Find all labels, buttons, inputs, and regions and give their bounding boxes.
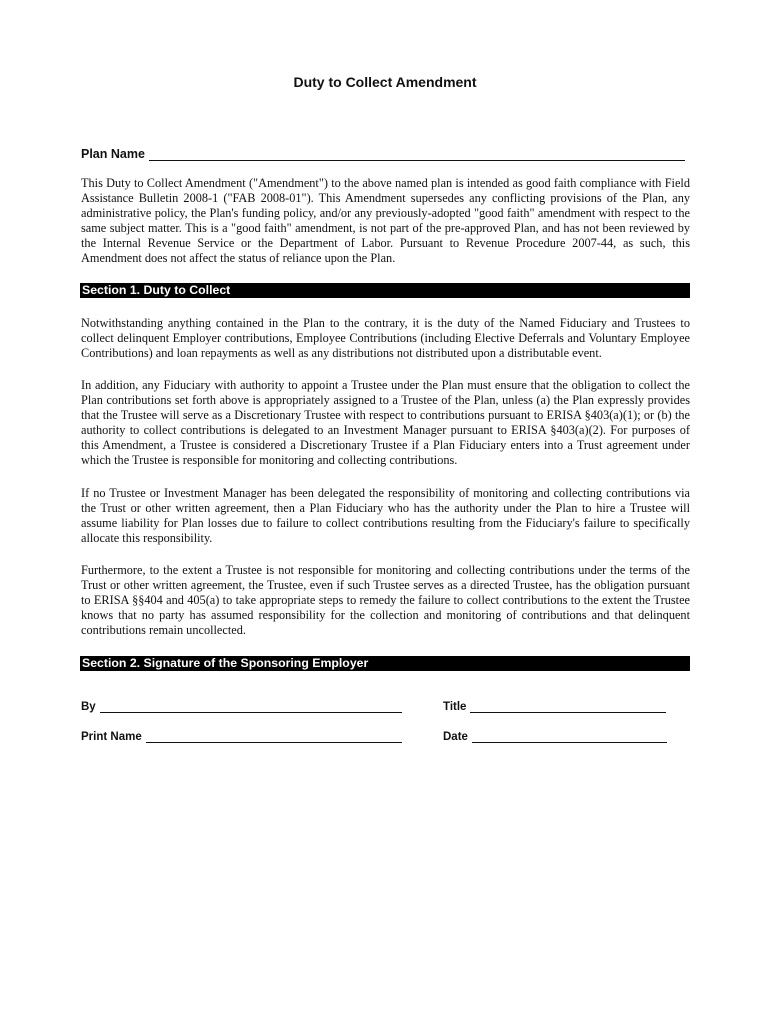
by-line[interactable] (100, 702, 402, 713)
date-label: Date (443, 731, 468, 743)
signature-row-2 (81, 729, 690, 745)
by-field (81, 699, 402, 713)
by-label: By (81, 701, 96, 713)
section2-heading: Section 2. Signature of the Sponsoring Employer (80, 656, 690, 671)
section1-paragraph-1: Notwithstanding anything contained in the Plan to the contrary, it is the duty of the Named Fiduciary and Trustees to collect delinquent Employer contributions, Employee Contributions (including Elective Deferrals and Voluntary Employee Contributions) and loan repayments as well as any distributions not distributed upon a distributable event. (81, 316, 690, 360)
date-line[interactable] (472, 732, 667, 743)
print-name-line[interactable] (146, 732, 402, 743)
intro-paragraph: This Duty to Collect Amendment ("Amendment") to the above named plan is intended as good faith compliance with Field Assistance Bulletin 2008-1 ("FAB 2008-01"). This Amendment supersedes any conflicting provisions of the Plan, any administrative policy, the Plan's funding policy, and/or any previously-adopted "good faith" amendment with respect to the same subject matter. This is a "good faith" amendment, is not part of the pre-approved Plan, and has not been reviewed by the Internal Revenue Service or the Department of Labor. Pursuant to Revenue Procedure 2007-44, as such, this Amendment does not affect the status of reliance upon the Plan. (81, 176, 690, 265)
print-name-label: Print Name (81, 731, 142, 743)
plan-name-label: Plan Name (81, 147, 145, 161)
section1-paragraph-4: Furthermore, to the extent a Trustee is not responsible for monitoring and collecting contributions under the terms of the Trust or other written agreement, the Trustee, even if such Trustee serves as a directed Trustee, has the obligation pursuant to ERISA §§404 and 405(a) to take appropriate steps to remedy the failure to collect contributions to the extent the Trustee knows that no party has assumed responsibility for the collection and monitoring of contributions and that delinquent contributions remain uncollected. (81, 563, 690, 637)
document-title: Duty to Collect Amendment (293, 74, 477, 90)
title-line[interactable] (470, 702, 666, 713)
title-label: Title (443, 701, 467, 713)
plan-name-field (81, 147, 690, 161)
plan-name-line[interactable] (149, 148, 685, 161)
date-field (443, 729, 667, 743)
title-field (443, 699, 666, 713)
section1-heading: Section 1. Duty to Collect (80, 283, 690, 298)
section1-paragraph-3: If no Trustee or Investment Manager has been delegated the responsibility of monitoring and collecting contributions via the Trust or other written agreement, then a Plan Fiduciary who has the authority under the Plan to hire a Trustee will assume liability for Plan losses due to failure to collect contributions resulting from the Fiduciary's failure to specifically allocate this responsibility. (81, 486, 690, 545)
section1-paragraph-2: In addition, any Fiduciary with authority to appoint a Trustee under the Plan must ensure that the obligation to collect the Plan contributions set forth above is appropriately assigned to a Trustee of the Plan, unless (a) the Plan expressly provides that the Trustee will serve as a Discretionary Trustee with respect to contributions pursuant to ERISA §403(a)(1); or (b) the authority to collect contributions is delegated to an Investment Manager pursuant to ERISA §403(a)(2). For purposes of this Amendment, a Trustee is considered a Discretionary Trustee if a Plan Fiduciary enters into a Trust agreement under which the Trustee is responsible for monitoring and collecting contributions. (81, 378, 690, 467)
signature-row-1 (81, 699, 690, 715)
print-name-field (81, 729, 402, 743)
